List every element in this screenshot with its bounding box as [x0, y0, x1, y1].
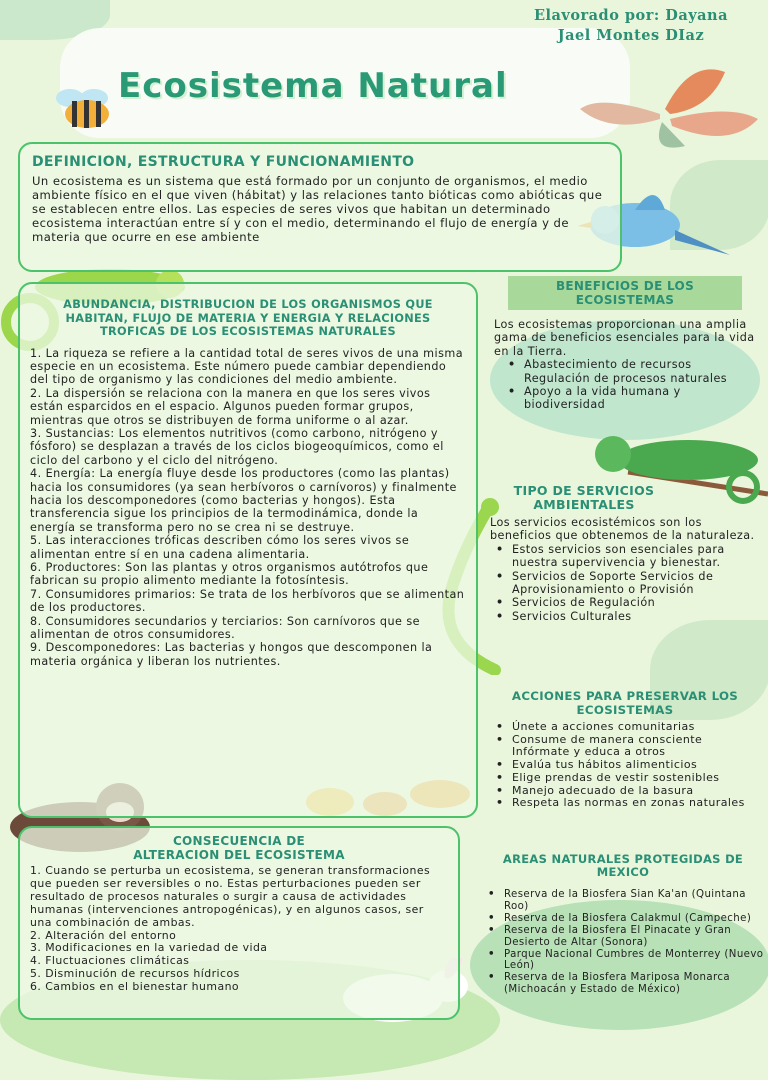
actions-heading: ACCIONES PARA PRESERVAR LOS ECOSISTEMAS — [511, 689, 739, 717]
author-line-1: Elavorado por: Dayana — [533, 7, 728, 24]
consequence-section — [18, 826, 460, 1020]
services-section — [490, 484, 758, 623]
definition-heading: DEFINICION, ESTRUCTURA Y FUNCIONAMIENTO — [32, 154, 415, 170]
benefits-heading: BENEFICIOS DE LOS ECOSISTEMAS — [508, 276, 742, 310]
abundance-item: 1. La riqueza se refiere a la cantidad total de seres vivos de una misma especie en un ecosistema. Este número puede cambiar dependiendo del tipo de organismo y las condiciones del medio ambiente. — [30, 346, 464, 387]
actions-item: • Evalúa tus hábitos alimenticios — [490, 759, 760, 772]
actions-item: • Respeta las normas en zonas naturales — [490, 797, 760, 810]
page-title: Ecosistema Natural — [118, 66, 508, 106]
services-item: • Servicios de Regulación — [490, 596, 758, 609]
consequence-heading-2: ALTERACION DEL ECOSISTEMA — [133, 848, 345, 862]
services-heading: TIPO DE SERVICIOS AMBIENTALES — [513, 483, 655, 512]
benefits-item: • Apoyo a la vida humana y biodiversidad — [502, 385, 756, 412]
services-item: • Servicios Culturales — [490, 610, 758, 623]
consequence-item: 3. Modificaciones en la variedad de vida — [30, 941, 268, 955]
actions-item: • Únete a acciones comunitarias — [490, 721, 760, 734]
benefits-list — [494, 358, 756, 412]
actions-section — [490, 689, 760, 810]
consequence-item: 2. Alteración del entorno — [30, 928, 177, 942]
author-line-2: Jael Montes DIaz — [557, 27, 705, 44]
protected-area-item: • Parque Nacional Cumbres de Monterrey (Nuevo León) — [482, 949, 764, 973]
abundance-list — [30, 347, 466, 669]
protected-area-item: • Reserva de la Biosfera El Pinacate y Gran Desierto de Altar (Sonora) — [482, 925, 764, 949]
bee-icon — [32, 88, 102, 128]
actions-item: • Elige prendas de vestir sostenibles — [490, 772, 760, 785]
abundance-item: 8. Consumidores secundarios y terciarios: Son carnívoros que se alimentan de otros consumidores. — [30, 614, 420, 642]
consequence-list — [30, 865, 448, 994]
abundance-item: 6. Productores: Son las plantas y otros organismos autótrofos que fabrican su propio alimento mediante la fotosíntesis. — [30, 561, 429, 588]
protected-area-item: • Reserva de la Biosfera Sian Ka'an (Quintana Roo) — [482, 889, 764, 913]
abundance-item: 2. La dispersión se relaciona con la manera en que los seres vivos están esparcidos en el espacio. Algunos pueden formar grupos, mientras que otros se distribuyen de forma uniforme o al azar. — [30, 386, 431, 427]
abundance-item: 4. Energía: La energía fluye desde los productores (como las plantas) hacia los consumidores (ya sean herbívoros o carnívoros) y finalmente hacia los descomponedores (como bacterias y hongos). Esta transferencia sigue los principios de la termodinámica, donde la energía se transforma pero no se crea ni se destruye. — [30, 467, 457, 534]
abundance-heading: ABUNDANCIA, DISTRIBUCION DE LOS ORGANISMOS QUE HABITAN, FLUJO DE MATERIA Y ENERGIA Y RELACIONES TROFICAS DE LOS ECOSISTEMAS NATURALES — [63, 298, 433, 338]
services-item: • Servicios de Soporte Servicios de Aprovisionamiento o Provisión — [490, 570, 758, 597]
definition-section — [18, 142, 622, 272]
protected-areas-list — [482, 889, 764, 996]
protected-areas-heading: AREAS NATURALES PROTEGIDAS DE MEXICO — [502, 852, 744, 879]
author-credit — [534, 6, 728, 46]
services-intro: Los servicios ecosistémicos son los beneficios que obtenemos de la naturaleza. — [490, 516, 755, 543]
consequence-item: 4. Fluctuaciones climáticas — [30, 954, 190, 968]
abundance-section — [18, 282, 478, 818]
actions-item: • Manejo adecuado de la basura — [490, 785, 760, 798]
definition-text: Un ecosistema es un sistema que está formado por un conjunto de organismos, el medio ambiente físico en el que viven (hábitat) y las relaciones tanto bióticas como abióticas que se establecen entre ellos. Las especies de seres vivos que habitan un determinado ecosistema interactúan entre sí y con el medio, determinando el flujo de energía y de materia que ocurre en ese ambiente — [32, 174, 603, 244]
benefits-intro: Los ecosistemas proporcionan una amplia gama de beneficios esenciales para la vida en la Tierra. — [494, 318, 755, 358]
abundance-item: 5. Las interacciones tróficas describen cómo los seres vivos se alimentan entre sí en una cadena alimentaria. — [30, 534, 410, 561]
consequence-item: 6. Cambios en el bienestar humano — [30, 980, 240, 994]
benefits-section — [494, 276, 756, 412]
benefits-item: • Abastecimiento de recursos Regulación de procesos naturales — [502, 358, 756, 385]
consequence-item: 5. Disminución de recursos hídricos — [30, 967, 240, 981]
protected-area-item: • Reserva de la Biosfera Calakmul (Campeche) — [482, 913, 764, 925]
services-item: • Estos servicios son esenciales para nuestra supervivencia y bienestar. — [490, 543, 758, 570]
consequence-item: 1. Cuando se perturba un ecosistema, se generan transformaciones que pueden ser reversibles o no. Estas perturbaciones pueden ser resultado de procesos naturales o surgir a causa de actividades humanas (intervenciones antropogénicas), y en algunos casos, ser una combinación de ambas. — [30, 864, 431, 929]
actions-list — [490, 721, 760, 810]
actions-item: • Consume de manera consciente Infórmate y educa a otros — [490, 734, 760, 759]
consequence-heading-1: CONSECUENCIA DE — [172, 834, 306, 848]
abundance-item: 9. Descomponedores: Las bacterias y hongos que descomponen la materia orgánica y liberan los nutrientes. — [30, 641, 433, 668]
protected-area-item: • Reserva de la Biosfera Mariposa Monarca (Michoacán y Estado de México) — [482, 972, 764, 996]
abundance-item: 7. Consumidores primarios: Se trata de los herbívoros que se alimentan de los productores. — [30, 587, 465, 615]
protected-areas-section — [482, 853, 764, 996]
services-list — [490, 543, 758, 623]
abundance-item: 3. Sustancias: Los elementos nutritivos (como carbono, nitrógeno y fósforo) se desplazan a través de los ciclos biogeoquímicos, como el ciclo del carbono y el ciclo del nitrógeno. — [30, 426, 444, 467]
